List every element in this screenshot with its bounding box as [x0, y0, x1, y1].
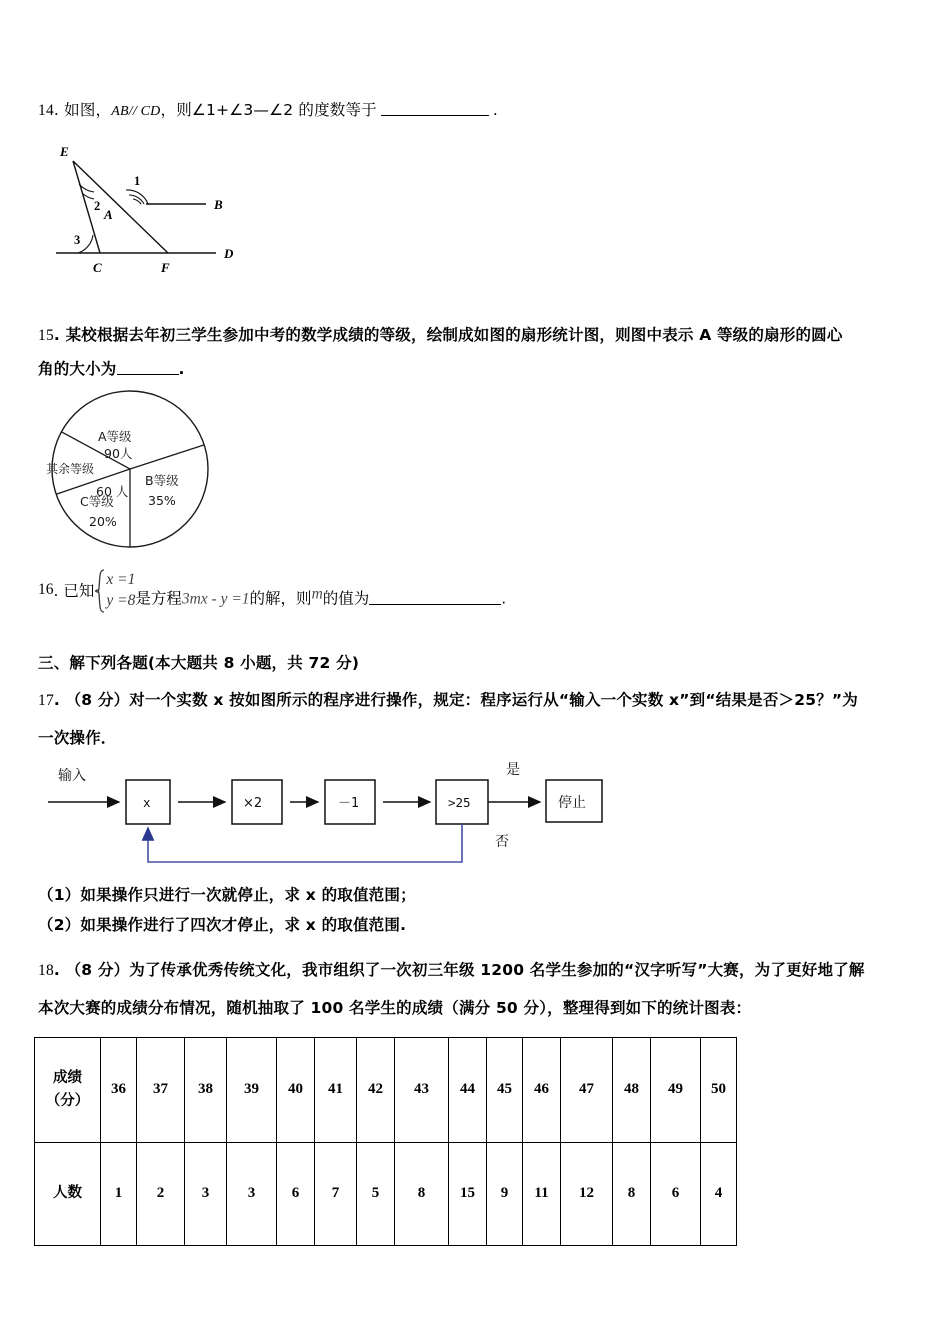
- table-row-counts: [35, 1143, 737, 1246]
- flow-box-condition: >25: [448, 795, 471, 810]
- table-cell-count: 8: [613, 1143, 651, 1246]
- pie-label-other-value: 60 人: [96, 484, 129, 499]
- question-16: [38, 568, 918, 630]
- q14-text-end: .: [492, 101, 499, 119]
- q16-text-c: 的解，则: [249, 589, 312, 608]
- flow-box-stop: 停止: [558, 795, 586, 811]
- flow-input-label: 输入: [58, 768, 86, 784]
- table-row-scores: [35, 1038, 737, 1143]
- q14-label-F: F: [161, 260, 170, 275]
- table-cell-count: 7: [315, 1143, 357, 1246]
- table-cell-score: 46: [523, 1038, 561, 1143]
- table-cell-count: 6: [651, 1143, 701, 1246]
- table-cell-score: 42: [357, 1038, 395, 1143]
- q17-text-line1: . （8 分）对一个实数 x 按如图所示的程序进行操作，规定：程序运行从“输入一个实数 x”到“结果是否＞25？”为: [53, 691, 858, 709]
- table-cell-score: 47: [561, 1038, 613, 1143]
- question-17-line2: 一次操作．: [38, 729, 117, 747]
- q16-equation: 3mx - y =1: [181, 590, 250, 608]
- pie-label-other-name: 其余等级: [46, 462, 95, 476]
- table-cell-count: 4: [701, 1143, 737, 1246]
- q16-text-b: 是方程: [135, 589, 182, 608]
- table-cell-score: 36: [101, 1038, 137, 1143]
- flow-box-minus1: －1: [338, 796, 360, 811]
- q14-label-D: D: [224, 246, 234, 261]
- table-cell-score: 37: [137, 1038, 185, 1143]
- q16-system-brace: [94, 568, 106, 612]
- q15-pie-chart: [38, 384, 238, 556]
- q16-system-body: [106, 569, 135, 611]
- table-cell-count: 5: [357, 1143, 395, 1246]
- q14-label-A: A: [104, 207, 113, 222]
- q16-answer-blank[interactable]: [369, 589, 501, 605]
- question-17-line1: [38, 689, 858, 712]
- q16-text-end: .: [501, 589, 507, 608]
- pie-label-c-name: C等级: [80, 494, 114, 509]
- table-cell-score: 49: [651, 1038, 701, 1143]
- table-cell-score: 50: [701, 1038, 737, 1143]
- pie-label-c-value: 20%: [89, 514, 117, 529]
- table-cell-count: 9: [487, 1143, 523, 1246]
- table-cell-score: 38: [185, 1038, 227, 1143]
- q18-text-line1: . （8 分）为了传承优秀传统文化，我市组织了一次初三年级 1200 名学生参加的“汉字听写”大赛，为了更好地了解: [53, 961, 865, 979]
- question-15-line1: [38, 324, 843, 347]
- flow-no-label: 否: [495, 834, 509, 850]
- q17-sub2: （2）如果操作进行了四次才停止，求 x 的取值范围.: [38, 916, 407, 934]
- table-cell-score: 43: [395, 1038, 449, 1143]
- q18-number: 18: [38, 962, 54, 979]
- question-18-line2: 本次大赛的成绩分布情况，随机抽取了 100 名学生的成绩（满分 50 分），整理得到如下的统计图表：: [38, 999, 752, 1017]
- q14-angle-3: 3: [74, 233, 81, 247]
- q16-text-a: . 已知: [53, 582, 95, 600]
- q17-number: 17: [38, 692, 54, 709]
- q16-variable-m: m: [311, 585, 323, 603]
- q15-number: 15: [38, 327, 54, 344]
- table-cell-count: 1: [101, 1143, 137, 1246]
- table-cell-count: 11: [523, 1143, 561, 1246]
- table-cell-count: 8: [395, 1143, 449, 1246]
- q14-label-B: B: [214, 197, 223, 212]
- table-cell-score: 45: [487, 1038, 523, 1143]
- flow-yes-label: 是: [506, 762, 520, 778]
- q14-geometry-figure: [38, 136, 258, 281]
- q14-label-E: E: [60, 144, 69, 159]
- pie-label-a-value: 90人: [104, 446, 133, 461]
- table-cell-score: 48: [613, 1038, 651, 1143]
- q16-number: 16: [38, 581, 54, 598]
- q14-text-a: . 如图，: [53, 101, 112, 119]
- section-heading: 三、解下列各题(本大题共 8 小题，共 72 分): [38, 654, 360, 672]
- q14-angle-1: 1: [134, 174, 141, 188]
- q14-number: 14: [38, 102, 54, 119]
- pie-label-b-name: B等级: [145, 473, 179, 488]
- table-cell-count: 3: [185, 1143, 227, 1246]
- q17-flowchart: [40, 758, 620, 873]
- table-cell-score: 44: [449, 1038, 487, 1143]
- table-cell-count: 6: [277, 1143, 315, 1246]
- q17-sub1: （1）如果操作只进行一次就停止，求 x 的取值范围；: [38, 886, 416, 904]
- table-cell-count: 2: [137, 1143, 185, 1246]
- q14-answer-blank[interactable]: [381, 100, 489, 116]
- pie-label-b-value: 35%: [148, 493, 176, 508]
- q14-angle-2: 2: [94, 199, 101, 213]
- q14-label-C: C: [93, 260, 102, 275]
- question-15-line2: [38, 358, 185, 381]
- q14-text-b: ，则∠1+∠3—∠2 的度数等于: [160, 101, 377, 119]
- q15-text-line1: . 某校根据去年初三学生参加中考的数学成绩的等级，绘制成如图的扇形统计图，则图中表示 A 等级的扇形的圆心: [53, 326, 843, 344]
- table-cell-score: 41: [315, 1038, 357, 1143]
- pie-label-a-name: A等级: [98, 429, 132, 444]
- table-rowheader-score: 成绩（分）: [35, 1038, 101, 1143]
- q16-sys-line2: y =8: [106, 592, 136, 609]
- question-14-text: [38, 99, 498, 122]
- table-cell-count: 15: [449, 1143, 487, 1246]
- table-rowheader-count: 人数: [35, 1143, 101, 1246]
- question-18-line1: [38, 959, 865, 982]
- q14-italic-labels: AB// CD: [111, 104, 161, 119]
- flow-box-x: x: [143, 795, 151, 810]
- q16-sys-line1: x =1: [106, 571, 136, 588]
- table-cell-count: 3: [227, 1143, 277, 1246]
- flow-box-times2: ×2: [243, 796, 263, 811]
- table-cell-count: 12: [561, 1143, 613, 1246]
- q15-answer-blank[interactable]: [117, 359, 179, 375]
- q16-text-d: 的值为: [322, 589, 370, 608]
- table-cell-score: 39: [227, 1038, 277, 1143]
- q18-statistics-table: [34, 1037, 737, 1246]
- table-cell-score: 40: [277, 1038, 315, 1143]
- q15-text-end: .: [178, 360, 185, 378]
- q15-text-line2: 角的大小为: [38, 360, 117, 378]
